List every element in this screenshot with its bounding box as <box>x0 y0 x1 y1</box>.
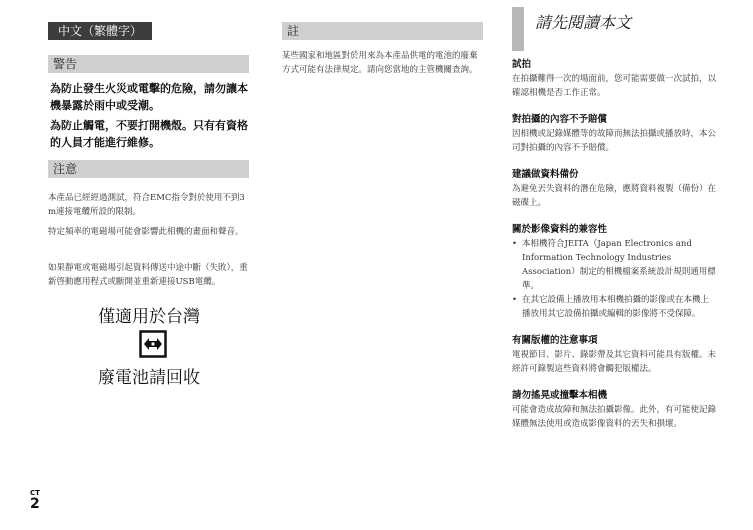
note-heading: 註 <box>282 22 483 40</box>
warning-paragraph-1: 為防止發生火災或電擊的危險，請勿讓本機暴露於雨中或受潮。 <box>50 82 248 112</box>
page-number-value: 2 <box>30 496 40 512</box>
section-copyright <box>512 334 716 376</box>
language-tag: 中文（繁體字） <box>48 22 152 40</box>
section-no-shaking <box>512 389 716 431</box>
section-heading: 對拍攝的內容不予賠償 <box>512 114 608 125</box>
section-backup <box>512 168 716 210</box>
battery-recycle-icon <box>139 330 167 358</box>
section-heading: 請勿搖晃或撞擊本相機 <box>512 390 608 401</box>
taiwan-only-label: 僅適用於台灣 <box>98 307 200 327</box>
section-text: 可能會造成故障和無法拍攝影像。此外，有可能使記錄媒體無法使用或造成影像資料的丟失和損壞。 <box>512 405 717 429</box>
section-heading: 關於影像資料的兼容性 <box>512 224 608 235</box>
section-text: 為避免丟失資料的潛在危險，應將資料複製（備份）在磁碟上。 <box>512 184 717 208</box>
language-code: CT <box>30 489 40 497</box>
list-item: • 在其它設備上播放用本相機拍攝的影像或在本機上播放用其它設備拍攝或編輯的影像將不受保障。 <box>512 293 716 321</box>
section-compatibility <box>512 223 716 321</box>
section-no-compensation <box>512 113 716 155</box>
section-text: 因相機或記錄媒體等的故障而無法拍攝或播放時，本公司對拍攝的內容不予賠償。 <box>512 129 717 153</box>
warning-heading: 警告 <box>48 55 249 73</box>
caution-paragraph-3: 如果靜電或電磁場引起資料傳送中途中斷（失敗），重新啓動應用程式或斷開並重新連接USB電纜。 <box>48 263 248 287</box>
list-item: • 本相機符合JEITA（Japan Electronics and Information Technology Industries Association）制定的相機檔案系統設計規則通用標準。 <box>512 237 716 293</box>
caution-paragraph-2: 特定頻率的電磁場可能會影響此相機的畫面和聲音。 <box>48 227 244 237</box>
page-title: 請先閱讀本文 <box>535 13 632 32</box>
section-text: 電視節目、影片、錄影帶及其它資料可能具有版權。未經許可錄製這些資料將會觸犯版權法。 <box>512 350 717 374</box>
page-number <box>30 490 40 511</box>
section-heading: 有關版權的注意事項 <box>512 335 598 346</box>
caution-paragraph-1: 本產品已經經過測試，符合EMC指令對於使用不到3 m連接電纜所設的限制。 <box>48 193 245 217</box>
right-sections <box>512 58 716 431</box>
title-accent-bar <box>512 7 524 51</box>
section-text: 在拍攝難得一次的場面前，您可能需要做一次試拍，以確認相機是否工作正常。 <box>512 74 717 98</box>
note-text: 某些國家和地區對於用來為本產品供電的電池的廢棄方式可能有法律規定。請向您當地的主管機關查詢。 <box>282 51 478 75</box>
warning-paragraph-2: 為防止觸電，不要打開機殼。只有有資格的人員才能進行維修。 <box>50 119 248 149</box>
caution-heading: 注意 <box>48 160 249 178</box>
section-heading: 試拍 <box>512 59 532 70</box>
section-heading: 建議做資料備份 <box>512 169 579 180</box>
battery-recycle-caption: 廢電池請回收 <box>98 368 200 388</box>
section-test-shot <box>512 58 716 100</box>
